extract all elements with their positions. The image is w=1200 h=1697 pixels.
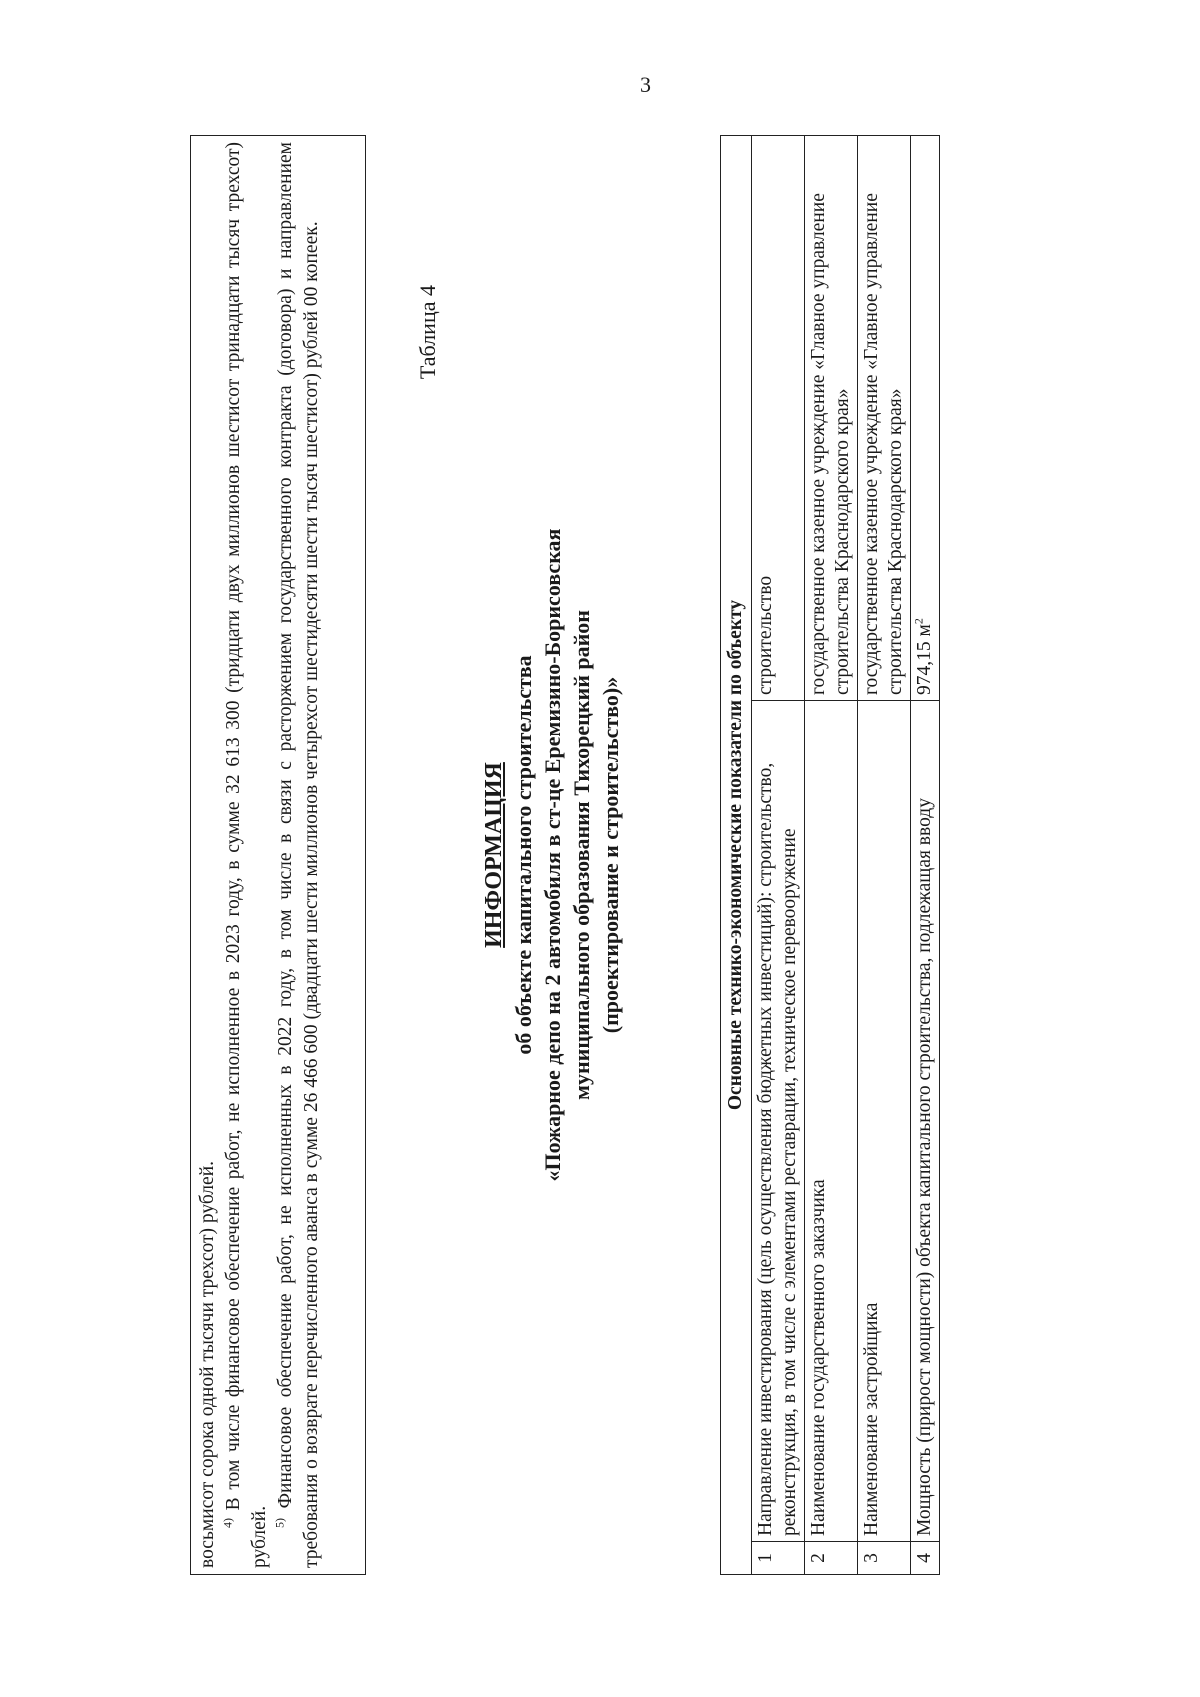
row-value: строительство: [752, 136, 805, 701]
heading-line-3: муниципального образования Тихорецкий район: [569, 610, 594, 1100]
indicators-table: [720, 135, 940, 1575]
footnote-4-marker: 4): [220, 1518, 235, 1528]
row-number: 2: [805, 1542, 858, 1575]
heading-line-4: (проектирование и строительство)»: [598, 676, 623, 1034]
page-number: 3: [640, 72, 651, 97]
row-number: 4: [911, 1542, 940, 1575]
row-label: Наименование застройщика: [858, 701, 911, 1542]
row-number: 1: [752, 1542, 805, 1575]
table-header-row: [721, 136, 752, 1575]
row-value: государственное казенное учреждение «Главное управление строительства Краснодарского края»: [805, 136, 858, 701]
row-value: [911, 136, 940, 701]
row-value-text: 974,15 м: [914, 624, 935, 695]
heading-line-1: об объекте капитального строительства: [511, 655, 536, 1055]
row-label: Наименование государственного заказчика: [805, 701, 858, 1542]
rotated-page-content: [190, 135, 1060, 1575]
footnotes-box: [190, 135, 366, 1575]
table-row: [752, 136, 805, 1575]
footnote-4: [221, 142, 273, 1568]
heading-line-2: «Пожарное депо на 2 автомобиля в ст-це Еремизино-Борисовская: [540, 528, 565, 1182]
row-value: государственное казенное учреждение «Главное управление строительства Краснодарского края»: [858, 136, 911, 701]
table-row: [805, 136, 858, 1575]
heading-title: ИНФОРМАЦИЯ: [481, 762, 507, 948]
footnote-5-marker: 5): [272, 1518, 287, 1528]
row-label: Направление инвестирования (цель осуществления бюджетных инвестиций): строительство, реконструкция, в том числе с элементами реставрации, техническое перевооружение: [752, 701, 805, 1542]
table-label: Таблица 4: [415, 285, 440, 380]
footnote-4-text: В том числе финансовое обеспечение работ, не исполненное в 2023 году, в сумме 32 613 300 (тридцати двух миллионов шестисот тринадцати тысяч трехсот) рублей.: [223, 141, 270, 1568]
table-header: Основные технико-экономические показатели по объекту: [721, 136, 752, 1575]
table-row: [858, 136, 911, 1575]
info-heading: [480, 135, 625, 1575]
footnote-continuation: восьмисот сорока одной тысячи трехсот) рублей.: [197, 1160, 218, 1568]
table-row: [911, 136, 940, 1575]
footnote-5: [273, 142, 325, 1568]
footnote-5-text: Финансовое обеспечение работ, не исполненных в 2022 году, в том числе в связи с расторжением государственного контракта (договора) и направлением требования о возврате перечисленного аванса в сумме 26 466 600 (двадцати шести миллионов четырехсот шестидесяти шести тысяч шестисот) рублей 00 копеек.: [275, 142, 322, 1568]
row-value-superscript: 2: [911, 618, 926, 625]
row-number: 3: [858, 1542, 911, 1575]
row-label: Мощность (прирост мощности) объекта капитального строительства, подлежащая вводу: [911, 701, 940, 1542]
